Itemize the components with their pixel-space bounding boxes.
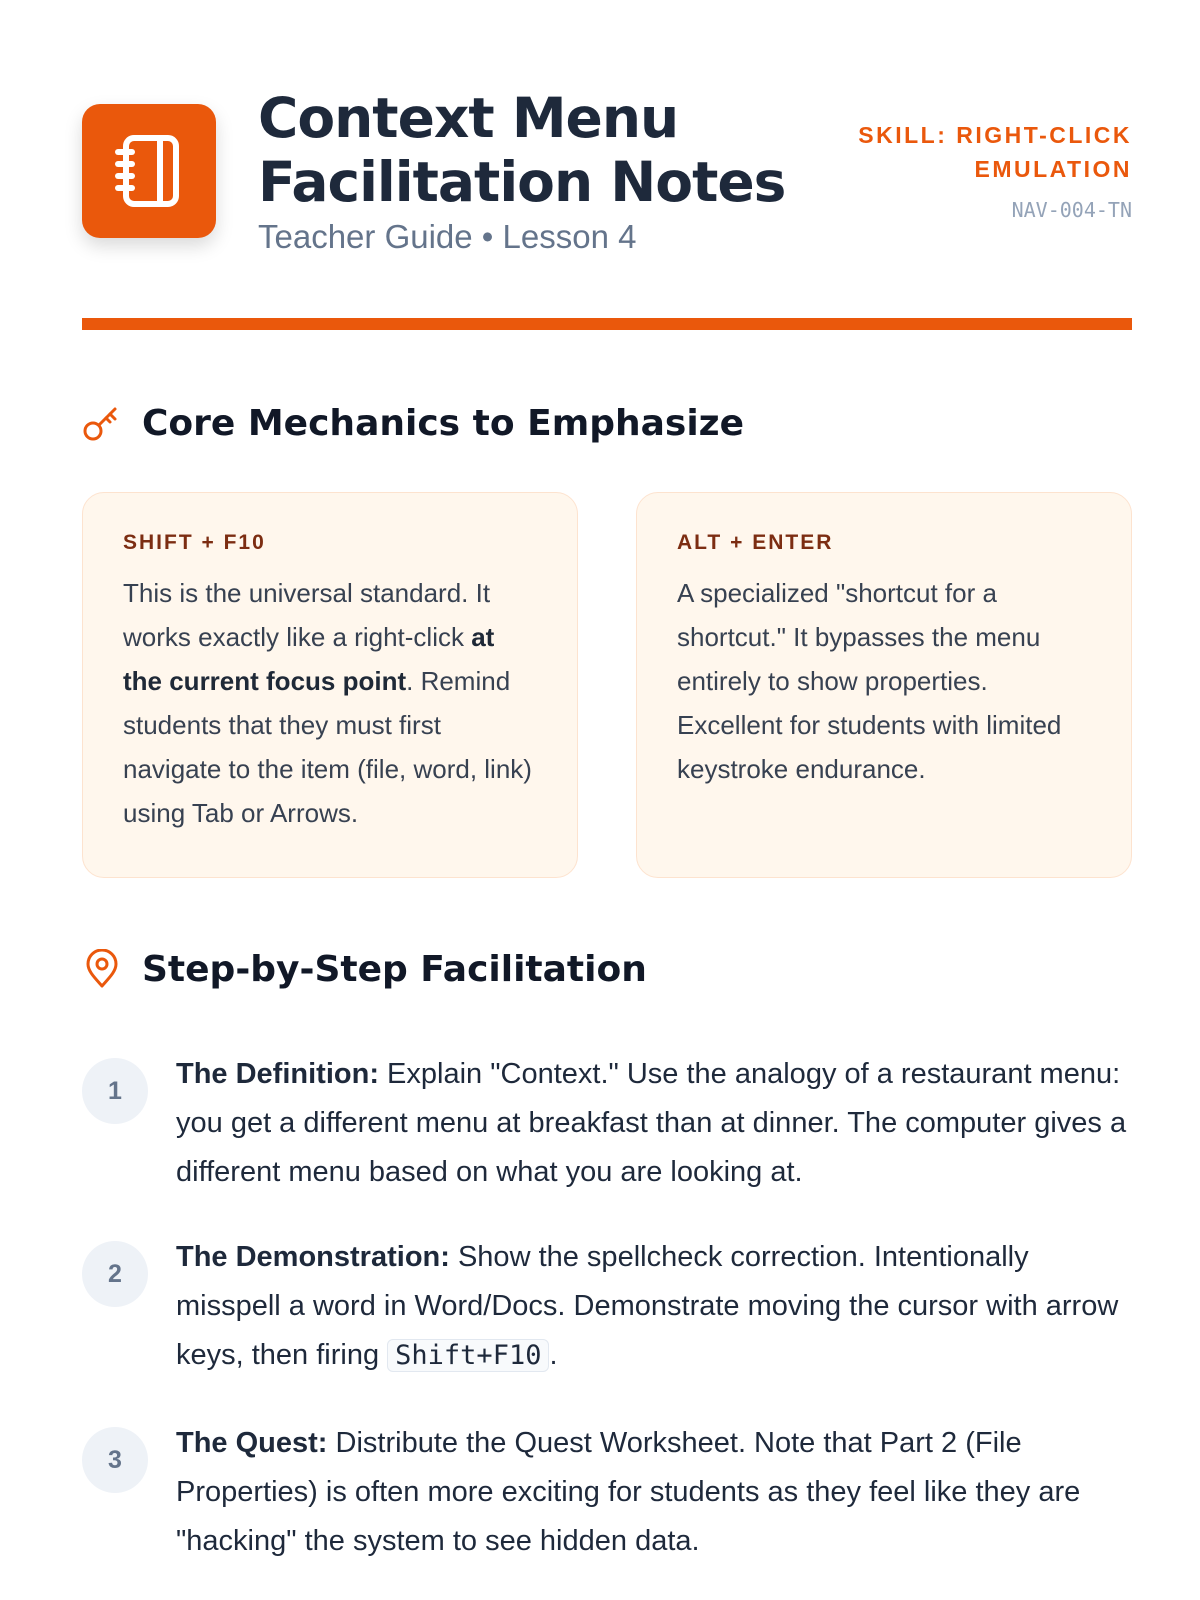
step-description: Show the spellcheck correction. Intentionally misspell a word in Word/Docs. Demonstrate moving the cursor with arrow keys, then firing	[176, 1241, 1119, 1371]
notebook-icon	[82, 104, 216, 238]
document-header	[82, 86, 1132, 266]
mechanics-heading	[82, 398, 744, 448]
step-text	[176, 1050, 1136, 1197]
card-shift-f10	[82, 492, 578, 878]
key-icon	[82, 403, 122, 443]
facilitation-title: Step-by-Step Facilitation	[142, 948, 647, 990]
card-body-emphasis: at the current focus point	[123, 622, 495, 696]
step-number-badge: 1	[82, 1058, 148, 1124]
skill-label: SKILL: RIGHT-CLICK EMULATION	[858, 122, 1132, 182]
title-line-2: Facilitation Notes	[258, 150, 786, 214]
document-code: NAV-004-TN	[1011, 198, 1132, 222]
header-divider	[82, 318, 1132, 330]
step-text	[176, 1233, 1136, 1380]
mechanics-title: Core Mechanics to Emphasize	[142, 402, 745, 444]
page-title	[258, 86, 785, 214]
step-label: The Quest:	[176, 1427, 328, 1459]
step-label: The Demonstration:	[176, 1241, 450, 1273]
title-line-1: Context Menu	[258, 86, 679, 150]
step-text	[176, 1419, 1136, 1566]
card-body	[123, 571, 537, 835]
card-body-text: This is the universal standard. It works exactly like a right-click	[123, 578, 491, 652]
map-pin-icon	[82, 949, 122, 989]
step-description: Explain "Context." Use the analogy of a restaurant menu: you get a different menu at breakfast than at dinner. The computer gives a different menu based on what you are looking at.	[176, 1058, 1127, 1188]
page	[82, 0, 1132, 1600]
step-description: Distribute the Quest Worksheet. Note that Part 2 (File Properties) is often more exciting for students as they feel like they are "hacking" the system to see hidden data.	[176, 1427, 1081, 1557]
step-label: The Definition:	[176, 1058, 379, 1090]
title-block	[258, 86, 785, 256]
card-key-label: SHIFT + F10	[123, 531, 266, 554]
step-number-badge: 3	[82, 1427, 148, 1493]
page-subtitle: Teacher Guide • Lesson 4	[258, 218, 637, 255]
card-alt-enter	[636, 492, 1132, 878]
document-meta	[842, 118, 1132, 222]
card-key-label: ALT + ENTER	[677, 531, 834, 554]
facilitation-heading	[82, 944, 647, 994]
mechanics-cards	[82, 492, 1132, 878]
keyboard-shortcut: Shift+F10	[387, 1339, 549, 1372]
step-number-badge: 2	[82, 1241, 148, 1307]
card-body: A specialized "shortcut for a shortcut." It bypasses the menu entirely to show properties. Excellent for students with limited keystroke endurance.	[677, 578, 1062, 784]
step-description-end: .	[549, 1339, 558, 1371]
card-body-text-end: . Remind students that they must first navigate to the item (file, word, link) using Tab or Arrows.	[123, 666, 532, 828]
